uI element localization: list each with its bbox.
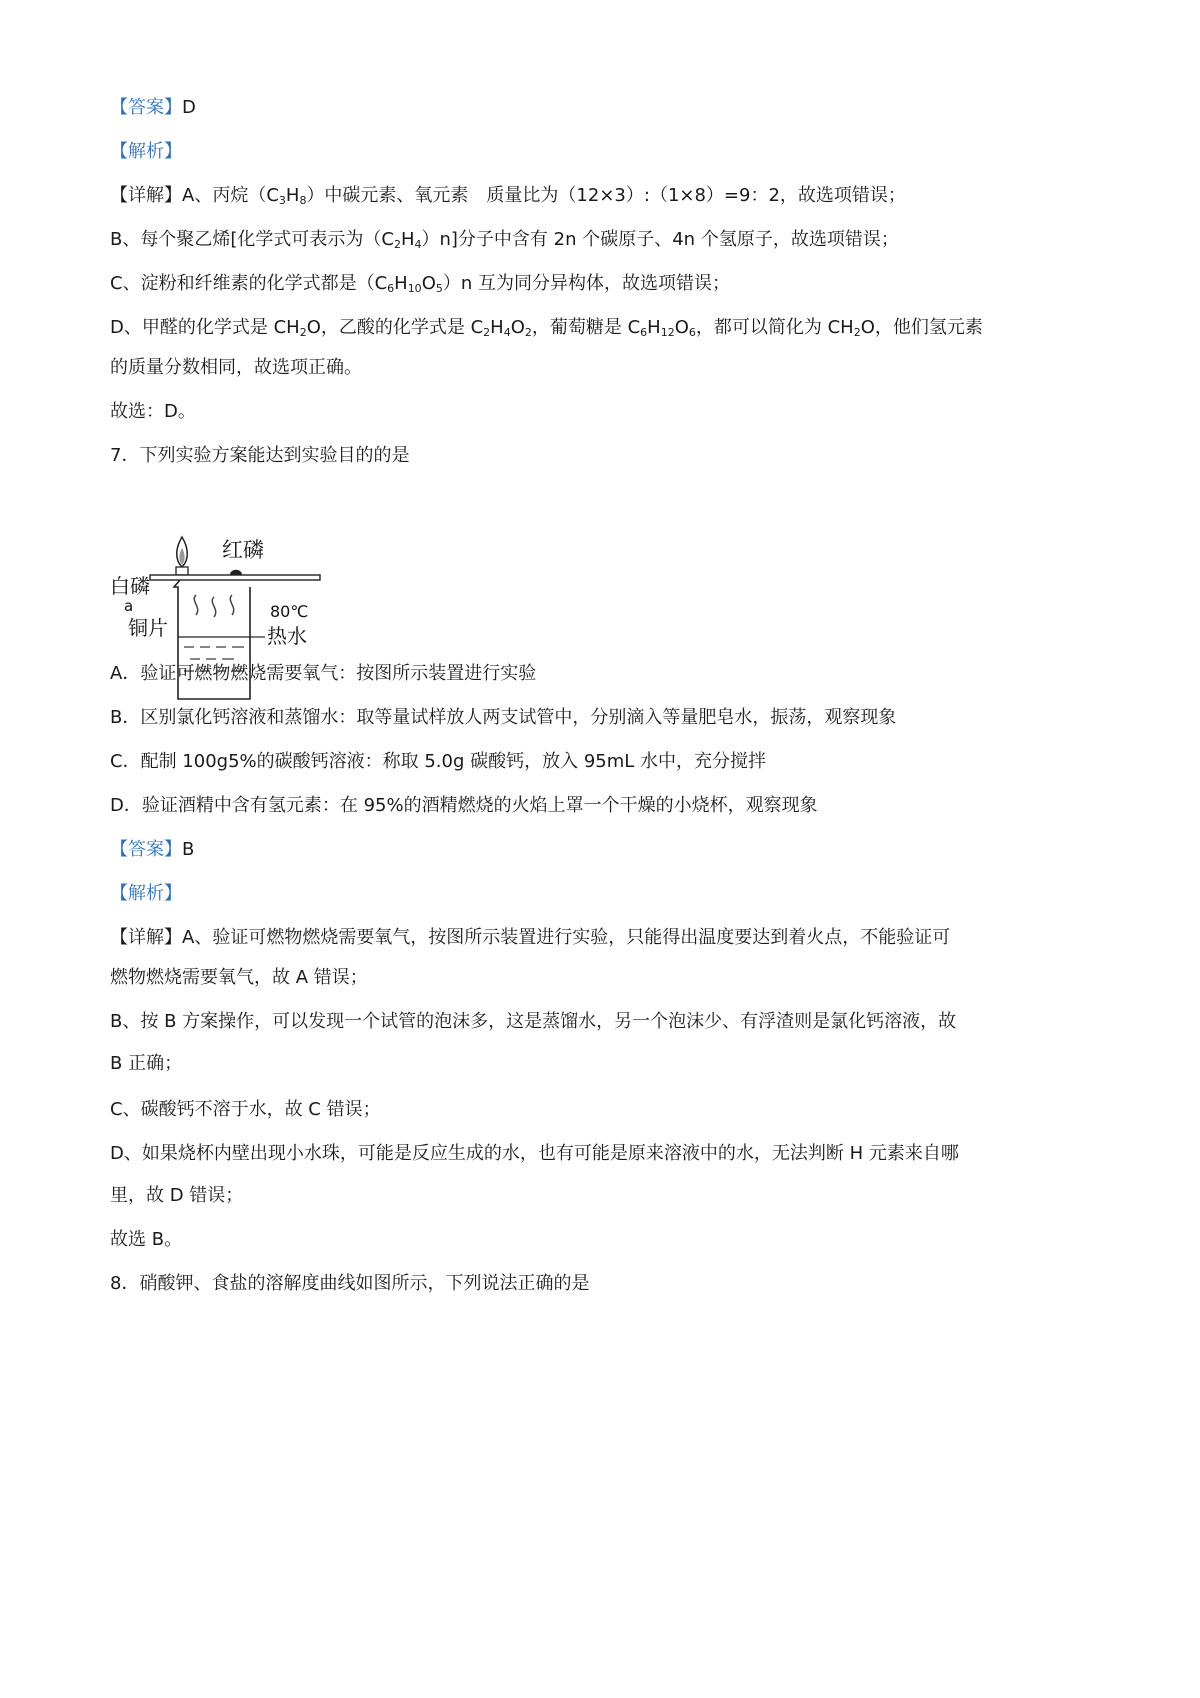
q7-detail-d-cont: 里，故 D 错误； <box>110 1185 244 1206</box>
answer-value: B <box>182 839 195 860</box>
label-a: a <box>124 597 134 615</box>
q7-detail-b-cont: B 正确； <box>110 1053 183 1074</box>
q7-answer <box>110 838 1110 862</box>
heat-waves <box>194 595 233 617</box>
q7-detail-a-cont: 燃物燃烧需要氧气，故 A 错误； <box>110 967 368 988</box>
q6-detail-b: B、每个聚乙烯[化学式可表示为$(C_2H_4)n$]分子中含有 2n 个碳原子、4n 个氢原子，故选项错误； <box>110 229 899 251</box>
q7-detail-c: C、碳酸钙不溶于水，故 C 错误； <box>110 1099 381 1120</box>
red-phosphorus-label: 红磷 <box>222 538 264 562</box>
copper-sheet-label: 铜片 <box>128 616 168 640</box>
q6-detail-a: 【详解】A、丙烷$(C_3H_8)$中碳元素、氧元素 质量比为（12×3）:（1×8）=9：2，故选项错误； <box>110 185 906 207</box>
white-phosphorus <box>176 567 188 575</box>
q7-detail-a: 【详解】A、验证可燃物燃烧需要氧气，按图所示装置进行实验，只能得出温度要达到着火点，不能验证可 <box>110 927 951 948</box>
q6-answer <box>110 96 1110 120</box>
white-phosphorus-label: 白磷 <box>110 574 150 598</box>
flame-icon <box>177 537 188 567</box>
q7-option-d: D．验证酒精中含有氢元素：在 95%的酒精燃烧的火焰上罩一个干燥的小烧杯，观察现象 <box>110 795 818 816</box>
q7-analysis-tag: 【解析】 <box>110 883 182 904</box>
q7-option-a: A．验证可燃物燃烧需要氧气：按图所示装置进行实验 <box>110 663 537 684</box>
temperature-label: 80℃ <box>270 602 309 621</box>
q6-conclusion: 故选：D。 <box>110 401 196 422</box>
q6-analysis-tag: 【解析】 <box>110 141 182 162</box>
q6-detail-d: D、甲醛的化学式是 $CH_2O$，乙酸的化学式是 $C_2H_4O_2$，葡萄糖是 $C_6H_{12}O_6$，都可以简化为 $CH_2O$，他们氢元素 <box>110 317 983 339</box>
copper-sheet <box>150 575 320 580</box>
red-phosphorus <box>230 570 242 575</box>
q7-stem: 7．下列实验方案能达到实验目的的是 <box>110 445 410 466</box>
q8-stem: 8．硝酸钾、食盐的溶解度曲线如图所示，下列说法正确的是 <box>110 1273 590 1294</box>
q7-conclusion: 故选 B。 <box>110 1229 183 1250</box>
q7-option-c: C．配制 100g5%的碳酸钙溶液：称取 5.0g 碳酸钙，放入 95mL 水中，充分搅拌 <box>110 751 767 772</box>
answer-value: D <box>182 97 196 118</box>
q7-detail-b: B、按 B 方案操作，可以发现一个试管的泡沫多，这是蒸馏水，另一个泡沫少、有浮渣则是氯化钙溶液，故 <box>110 1011 957 1032</box>
answer-tag: 【答案】 <box>110 97 182 118</box>
answer-tag: 【答案】 <box>110 839 182 860</box>
q7-option-b: B．区别氯化钙溶液和蒸馏水：取等量试样放人两支试管中，分别滴入等量肥皂水，振荡，观察现象 <box>110 707 897 728</box>
q6-detail-d-cont: 的质量分数相同，故选项正确。 <box>110 357 362 378</box>
hot-water-label: 热水 <box>267 624 307 648</box>
q6-detail-c: C、淀粉和纤维素的化学式都是$(C_6H_{10}O_5)n$ 互为同分异构体，故选项错误； <box>110 273 730 295</box>
q7-detail-d: D、如果烧杯内壁出现小水珠，可能是反应生成的水，也有可能是原来溶液中的水，无法判断 H 元素来自哪 <box>110 1143 959 1164</box>
